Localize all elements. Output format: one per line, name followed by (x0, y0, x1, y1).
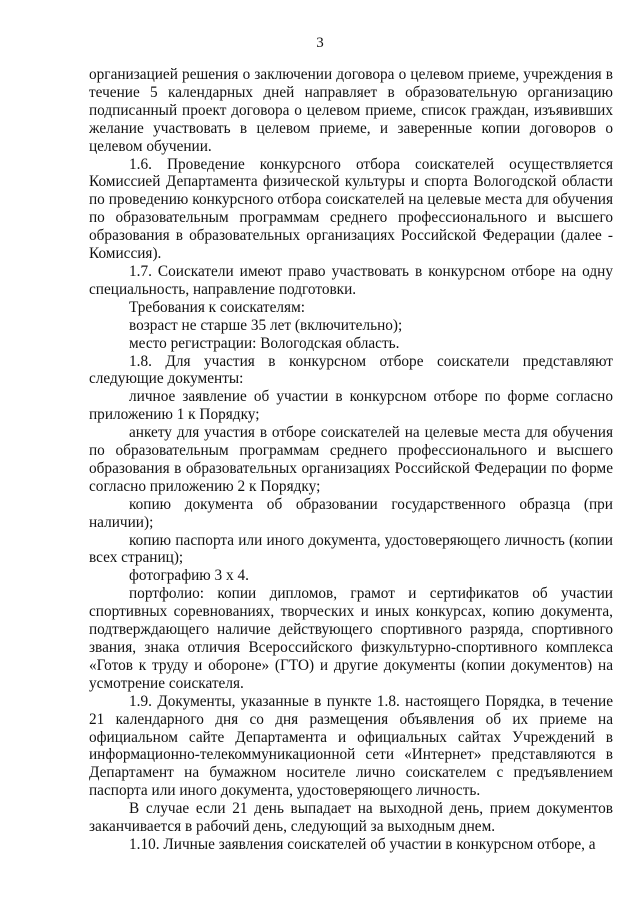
paragraph: личное заявление об участии в конкурсном отборе по форме согласно приложению 1 к Порядку; (89, 388, 613, 424)
paragraph: копию паспорта или иного документа, удостоверяющего личность (копии всех страниц); (89, 531, 613, 567)
page-number: 3 (316, 35, 324, 51)
paragraph: место регистрации: Вологодская область. (129, 334, 400, 352)
paragraph: Требования к соискателям: (129, 298, 306, 316)
paragraph: В случае если 21 день выпадает на выходной день, прием документов заканчивается в рабочий день, следующий за выходным днем. (89, 800, 613, 836)
paragraph: фотографию 3 х 4. (129, 567, 249, 585)
paragraph: 1.8. Для участия в конкурсном отборе соискатели представляют следующие документы: (89, 352, 613, 388)
paragraph: копию документа об образовании государственного образца (при наличии); (89, 495, 613, 531)
paragraph: 1.9. Документы, указанные в пункте 1.8. настоящего Порядка, в течение 21 календарного дня со дня размещения объявления об их приеме на официальном сайте Департамента и официальных сайтах Учреждений в информационно-телекоммуникационной сети «Интернет» представляются в Департамент на бумажном носителе лично соискателем с предъявлением паспорта или иного документа, удостоверяющего личность. (89, 692, 613, 800)
paragraph: возраст не старше 35 лет (включительно); (129, 316, 403, 334)
paragraph: портфолио: копии дипломов, грамот и сертификатов об участии спортивных соревнованиях, творческих и иных конкурсах, копию документа, подтверждающего наличие действующего спортивного разряда, спортивного звания, знака отличия Всероссийского физкультурно-спортивного комплекса «Готов к труду и обороне» (ГТО) и другие документы (копии документов) на усмотрение соискателя. (89, 585, 613, 692)
document-body (89, 66, 613, 854)
paragraph: организацией решения о заключении договора о целевом приеме, учреждения в течение 5 календарных дней направляет в образовательную организацию подписанный проект договора о целевом приеме, список граждан, изъявивших желание участвовать в целевом приеме, и заверенные копии договоров о целевом обучении. (89, 66, 613, 155)
paragraph: анкету для участия в отборе соискателей на целевые места для обучения по образовательным программам среднего профессионального и высшего образования в образовательных организациях Российской Федерации по форме согласно приложению 2 к Порядку; (89, 424, 613, 495)
paragraph: 1.7. Соискатели имеют право участвовать в конкурсном отборе на одну специальность, направление подготовки. (89, 262, 613, 298)
paragraph: 1.6. Проведение конкурсного отбора соискателей осуществляется Комиссией Департамента физической культуры и спорта Вологодской области по проведению конкурсного отбора соискателей на целевые места для обучения по образовательным программам среднего профессионального и высшего образования в образовательных организациях Российской Федерации (далее - Комиссия). (89, 155, 613, 263)
paragraph: 1.10. Личные заявления соискателей об участии в конкурсном отборе, а (129, 835, 596, 853)
